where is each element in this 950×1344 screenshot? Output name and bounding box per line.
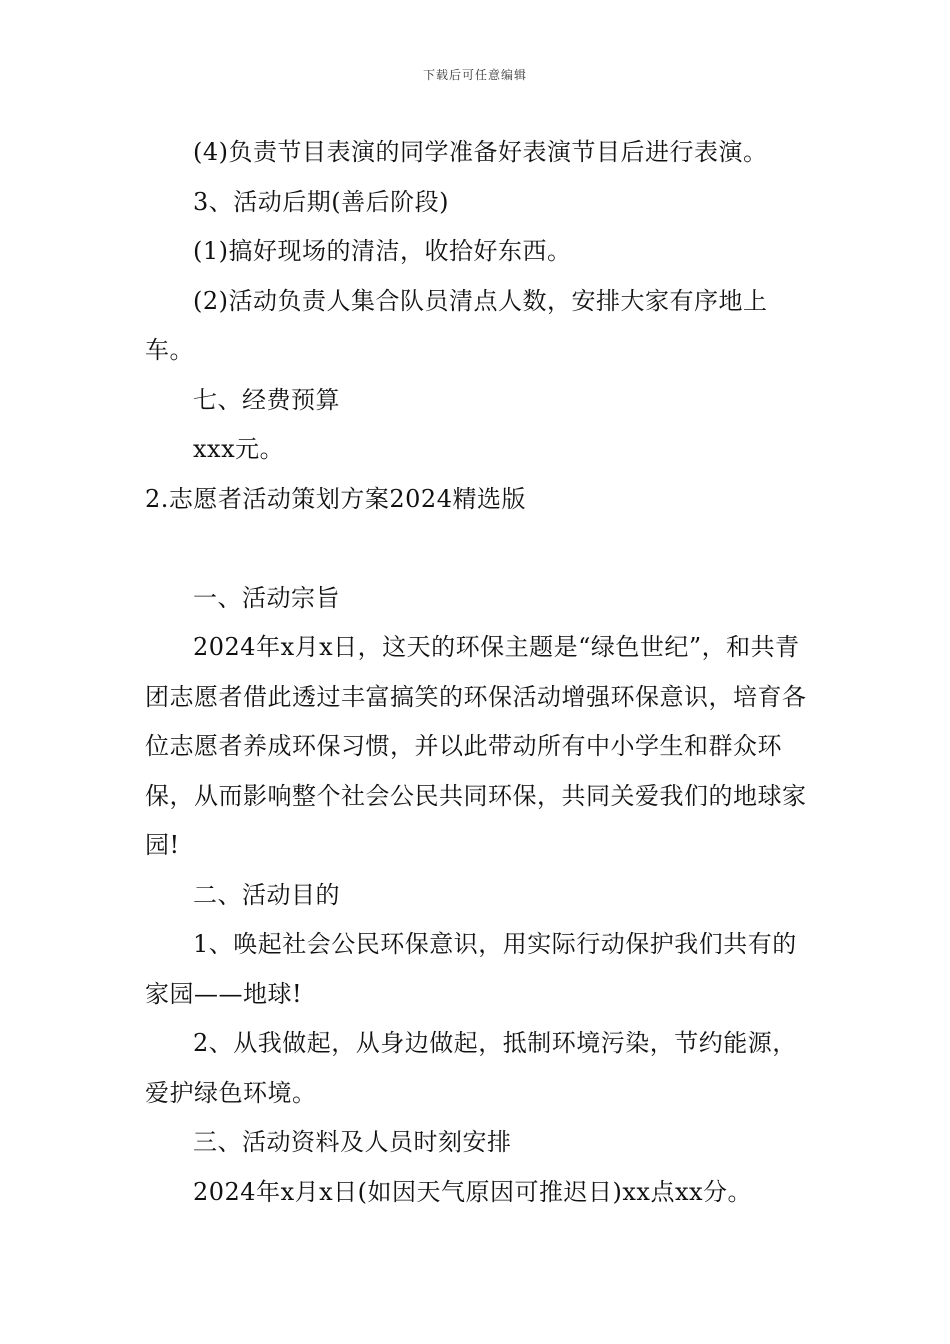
paragraph-purpose-body: 2024年x月x日，这天的环保主题是“绿色世纪”，和共青团志愿者借此透过丰富搞笑的环保活动增强环保意识，培育各位志愿者养成环保习惯，并以此带动所有中小学生和群众环保，从而影响整个社会公民共同环保，共同关爱我们的地球家园! xyxy=(145,633,807,859)
paragraph-schedule-time: 2024年x月x日(如因天气原因可推迟日)xx点xx分。 xyxy=(193,1177,753,1206)
paragraph-headcount: (2)活动负责人集合队员清点人数，安排大家有序地上车。 xyxy=(145,286,768,364)
section-heading-schedule: 三、活动资料及人员时刻安排 xyxy=(193,1128,512,1156)
paragraph-performance: (4)负责节目表演的同学准备好表演节目后进行表演。 xyxy=(193,138,768,166)
blank-line xyxy=(145,524,810,574)
page-header-note: 下载后可任意编辑 xyxy=(422,68,527,82)
section-heading-goals: 二、活动目的 xyxy=(193,880,340,909)
paragraph-goal-1: 1、唤起社会公民环保意识，用实际行动保护我们共有的家园——地球! xyxy=(145,930,797,1008)
paragraph-budget-amount: xxx元。 xyxy=(193,435,285,463)
document-title-volunteer-plan: 2.志愿者活动策划方案2024精选版 xyxy=(145,484,526,513)
paragraph-goal-2: 2、从我做起，从身边做起，抵制环境污染，节约能源，爱护绿色环境。 xyxy=(145,1029,797,1107)
section-heading-purpose: 一、活动宗旨 xyxy=(193,583,340,612)
document-body xyxy=(145,128,810,1217)
section-heading-later-stage: 3、活动后期(善后阶段) xyxy=(193,187,449,216)
paragraph-cleanup: (1)搞好现场的清洁，收拾好东西。 xyxy=(193,237,572,265)
section-heading-budget: 七、经费预算 xyxy=(193,385,340,414)
